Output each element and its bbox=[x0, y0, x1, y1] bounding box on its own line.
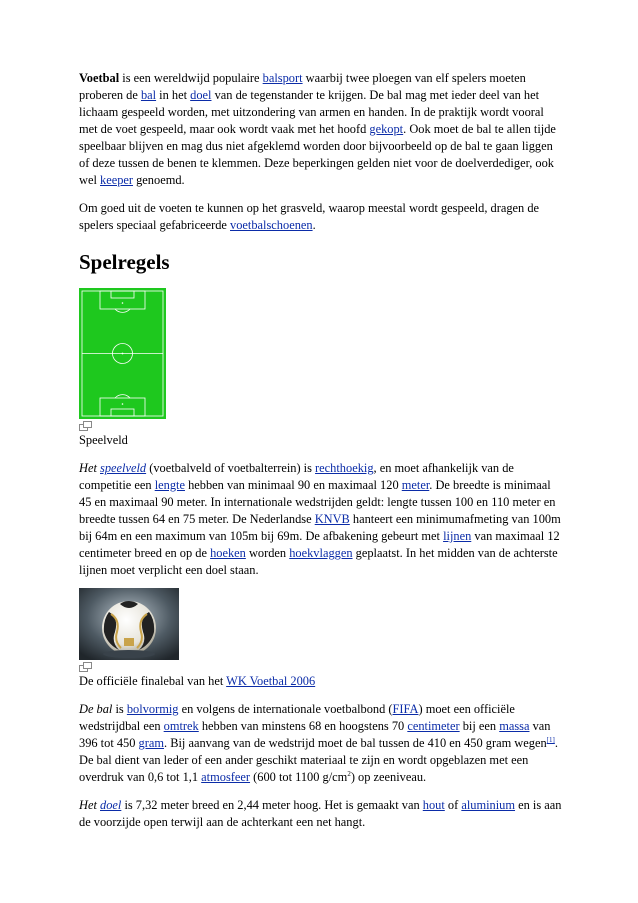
text-run: waarbij twee ploegen van elf spelers moeten proberen de bbox=[79, 71, 526, 102]
link[interactable]: [1] bbox=[546, 735, 555, 744]
link[interactable]: doel bbox=[100, 798, 122, 812]
ball-caption bbox=[79, 673, 563, 690]
link[interactable]: KNVB bbox=[314, 512, 350, 526]
text-run: 2 bbox=[347, 769, 351, 778]
link[interactable]: WK Voetbal 2006 bbox=[226, 674, 316, 688]
link[interactable]: doel bbox=[190, 88, 212, 102]
bold-term: Voetbal bbox=[79, 71, 120, 85]
section-heading-spelregels: Spelregels bbox=[79, 250, 170, 274]
link[interactable]: hoekvlaggen bbox=[289, 546, 353, 560]
intro-paragraph-1 bbox=[79, 70, 563, 189]
text-run: . bbox=[312, 218, 316, 232]
link[interactable]: voetbalschoenen bbox=[230, 218, 313, 232]
link[interactable]: gekopt bbox=[369, 122, 404, 136]
field-caption: Speelveld bbox=[79, 433, 128, 447]
link[interactable]: FIFA bbox=[392, 702, 419, 716]
link[interactable]: keeper bbox=[100, 173, 134, 187]
link[interactable]: omtrek bbox=[163, 719, 199, 733]
text-run: worden bbox=[245, 546, 290, 560]
text-run: en volgens de internationale voetbalbond ( bbox=[178, 702, 393, 716]
text-run: Om goed uit de voeten te kunnen op het grasveld, waarop meestal wordt gespeeld, dragen de spelers speciaal gefabriceerde bbox=[79, 201, 540, 232]
link[interactable]: aluminium bbox=[461, 798, 516, 812]
link[interactable]: hout bbox=[422, 798, 445, 812]
text-run: in het bbox=[156, 88, 191, 102]
soccer-ball-image[interactable] bbox=[79, 588, 179, 660]
text-run: en is aan de voorzijde open terwijl aan de achterkant een net hangt. bbox=[79, 798, 562, 829]
text-run: hebben van minstens 68 en hoogstens 70 bbox=[198, 719, 408, 733]
intro-paragraph-2 bbox=[79, 200, 563, 234]
text-run: ) moet een officiële wedstrijdbal een bbox=[79, 702, 515, 733]
text-run: . De breedte is minimaal 45 en maximaal 90 meter. In internationale wedstrijden geldt: lengte tussen 100 en 110 meter en breedte tussen 64 en 75 meter. De Nederlandse bbox=[79, 478, 556, 526]
text-run: is bbox=[112, 702, 127, 716]
article bbox=[79, 70, 563, 842]
text-run: . De bal dient van leder of een ander geschikt materiaal te zijn en wordt opgeblazen met een overdruk van 0,6 tot 1,1 bbox=[79, 736, 558, 784]
text-run: of bbox=[444, 798, 462, 812]
text-run: (voetbalveld of voetbalterrein) is bbox=[146, 461, 316, 475]
text-run: bij een bbox=[459, 719, 500, 733]
text-run: hebben van minimaal 90 en maximaal 120 bbox=[184, 478, 402, 492]
text-run: genoemd. bbox=[133, 173, 185, 187]
speelveld-paragraph bbox=[79, 460, 563, 579]
link[interactable]: centimeter bbox=[407, 719, 460, 733]
link[interactable]: balsport bbox=[262, 71, 303, 85]
text-run: van maximaal 12 centimeter breed en op de bbox=[79, 529, 560, 560]
link[interactable]: hoeken bbox=[210, 546, 246, 560]
link[interactable]: meter bbox=[401, 478, 430, 492]
text-run: van 396 tot 450 bbox=[79, 719, 551, 750]
doel-paragraph bbox=[79, 797, 563, 831]
text-run: Het bbox=[79, 798, 100, 812]
text-run: De bal bbox=[79, 702, 113, 716]
link[interactable]: rechthoekig bbox=[315, 461, 374, 475]
bal-paragraph bbox=[79, 701, 563, 786]
text-run: hanteert een minimumafmeting van 100m bij 64m en een maximum van 105m bij 69m. De afbakening gebeurt met bbox=[79, 512, 561, 543]
soccer-field-image[interactable] bbox=[79, 288, 166, 419]
enlarge-icon[interactable] bbox=[79, 662, 92, 672]
text-run: De officiële finalebal van het bbox=[79, 674, 227, 688]
text-run: geplaatst. In het midden van de achterste lijnen moet verplicht een doel staan. bbox=[79, 546, 558, 577]
text-run: is 7,32 meter breed en 2,44 meter hoog. Het is gemaakt van bbox=[121, 798, 423, 812]
text-run: Het bbox=[79, 461, 100, 475]
link[interactable]: gram bbox=[138, 736, 165, 750]
text-run: . Ook moet de bal te allen tijde speelbaar blijven en mag dus niet afgeklemd worden door bijvoorbeeld op de bal te gaan liggen of deze tussen de benen te klemmen. Deze beperkingen gelden niet voor de doelverdediger, ook wel bbox=[79, 122, 556, 187]
link[interactable]: massa bbox=[499, 719, 530, 733]
link[interactable]: atmosfeer bbox=[201, 770, 251, 784]
text-run: , en moet afhankelijk van de competitie een bbox=[79, 461, 514, 492]
text-run: . Bij aanvang van de wedstrijd moet de bal tussen de 410 en 450 gram wegen bbox=[164, 736, 547, 750]
text-run: van de tegenstander te krijgen. De bal mag met ieder deel van het lichaam gespeeld worden, met uitzondering van armen en handen. In de praktijk wordt vooral met de voet gespeeld, maar ook wordt vaak met het hoofd bbox=[79, 88, 544, 136]
enlarge-icon[interactable] bbox=[79, 421, 92, 431]
link[interactable]: bal bbox=[140, 88, 157, 102]
link[interactable]: lengte bbox=[154, 478, 185, 492]
link[interactable]: speelveld bbox=[100, 461, 147, 475]
link[interactable]: lijnen bbox=[443, 529, 472, 543]
text-run: is een wereldwijd populaire bbox=[119, 71, 263, 85]
link[interactable]: bolvormig bbox=[126, 702, 179, 716]
text-run: (600 tot 1100 g/cm bbox=[250, 770, 348, 784]
text-run: ) op zeeniveau. bbox=[350, 770, 427, 784]
